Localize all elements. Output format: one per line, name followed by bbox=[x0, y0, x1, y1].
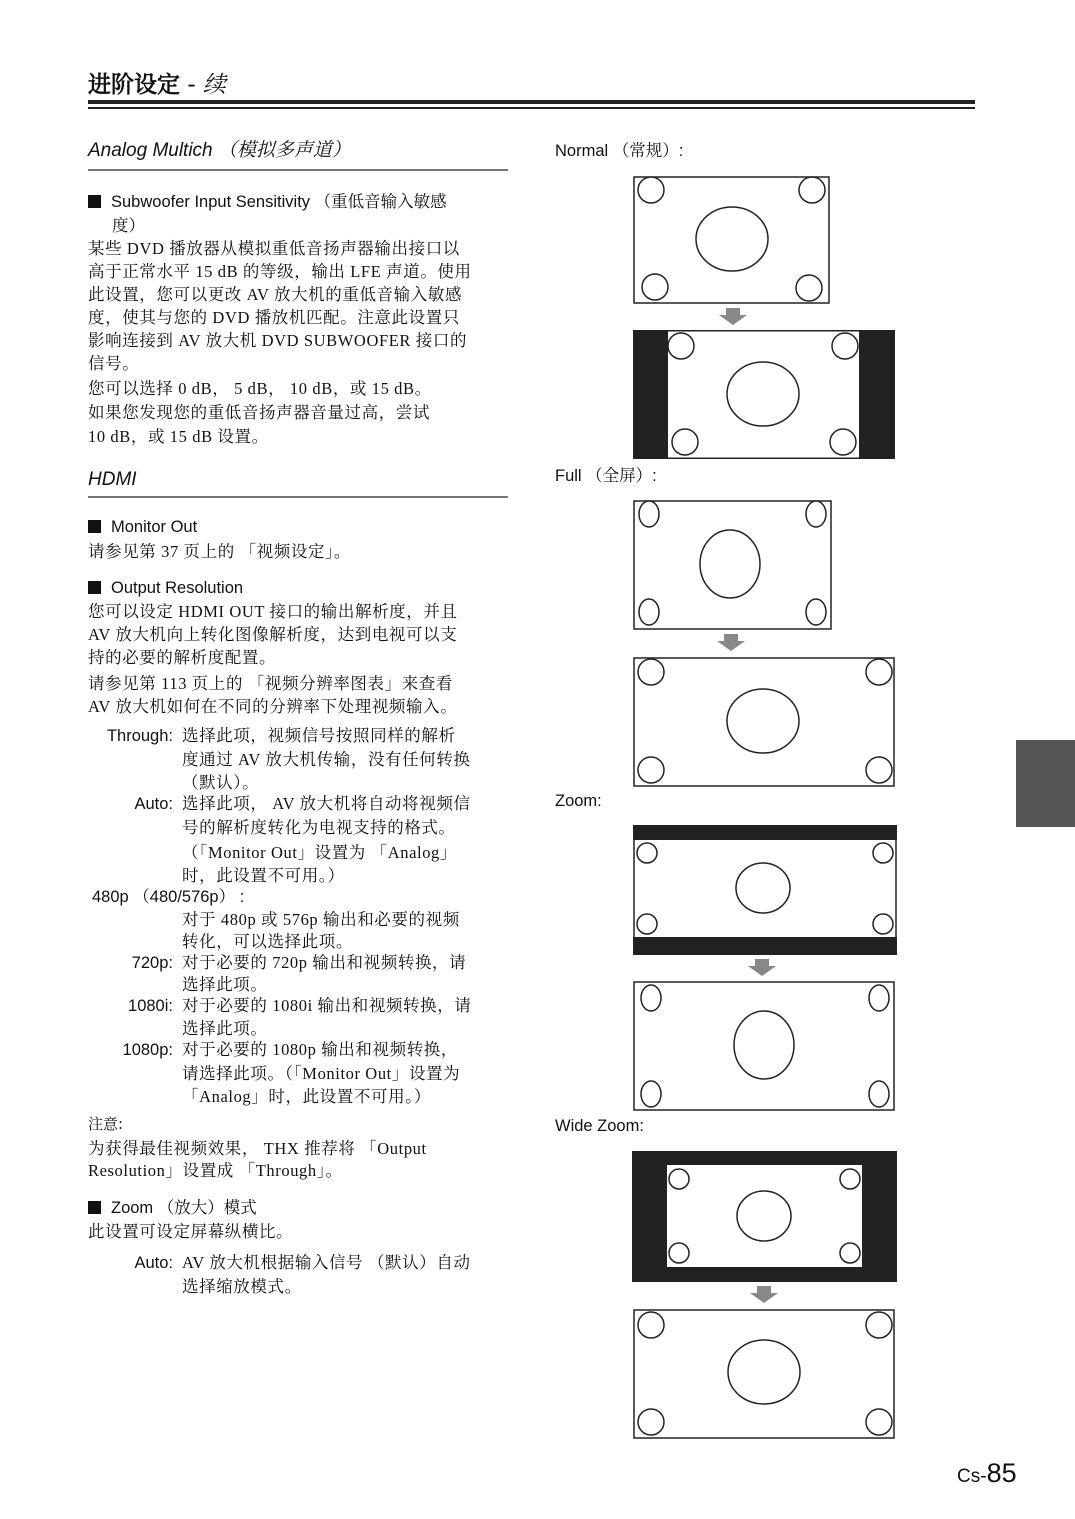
option-desc-line: 选择此项， AV 放大机将自动将视频信 bbox=[182, 794, 471, 813]
option-desc-line: 转化，可以选择此项。 bbox=[182, 932, 353, 951]
down-arrow-icon bbox=[748, 959, 776, 977]
body-line: 您可以设定 HDMI OUT 接口的输出解析度，并且 bbox=[88, 602, 458, 621]
diagram-label: Zoom: bbox=[555, 792, 602, 810]
option-term: Auto: bbox=[134, 1254, 173, 1272]
square-bullet-icon bbox=[88, 581, 101, 594]
subheading-monitor-out bbox=[88, 516, 197, 538]
option-term: 1080p: bbox=[122, 1041, 173, 1059]
option-desc-line: AV 放大机根据输入信号 （默认）自动 bbox=[182, 1253, 471, 1272]
square-bullet-icon bbox=[88, 195, 101, 208]
screen-normal-result bbox=[633, 330, 895, 459]
screen-zoom-result bbox=[633, 981, 895, 1111]
option-term: 1080i: bbox=[128, 997, 173, 1015]
note-line: 为获得最佳视频效果， THX 推荐将 「Output bbox=[88, 1139, 427, 1158]
body-line: 如果您发现您的重低音扬声器音量过高，尝试 bbox=[88, 403, 430, 422]
option-desc-line: 对于必要的 1080i 输出和视频转换，请 bbox=[182, 996, 472, 1015]
screen-letterbox-source bbox=[633, 825, 897, 955]
option-desc-line: 选择此项，视频信号按照同样的解析 bbox=[182, 726, 456, 745]
down-arrow-icon bbox=[717, 634, 745, 652]
subheading-subwoofer bbox=[88, 191, 447, 213]
body-line: 此设置可设定屏幕纵横比。 bbox=[88, 1222, 294, 1241]
option-term: 720p: bbox=[131, 954, 173, 972]
screen-squeezed-source bbox=[633, 500, 832, 630]
body-line: 10 dB，或 15 dB 设置。 bbox=[88, 427, 269, 446]
option-desc-line: 选择此项。 bbox=[182, 1019, 268, 1038]
page-title bbox=[88, 66, 226, 99]
screen-full-result bbox=[633, 657, 895, 787]
screen-windowbox-source bbox=[632, 1151, 897, 1282]
option-desc-line: （「Monitor Out」设置为 「Analog」 bbox=[182, 843, 458, 862]
heading-text: Output Resolution bbox=[111, 579, 244, 597]
note-line: Resolution」设置成 「Through」。 bbox=[88, 1161, 343, 1180]
option-desc-line: （默认）。 bbox=[182, 773, 260, 792]
section-title-hdmi: HDMI bbox=[88, 469, 137, 490]
subheading-zoom-mode bbox=[88, 1197, 257, 1219]
option-desc-line: 号的解析度转化为电视支持的格式。 bbox=[182, 818, 456, 837]
title-sep: - bbox=[180, 72, 203, 98]
square-bullet-icon bbox=[88, 520, 101, 533]
title-main: 进阶设定 bbox=[88, 72, 180, 98]
body-line: 持的必要的解析度配置。 bbox=[88, 648, 277, 667]
diagram-label: Wide Zoom: bbox=[555, 1117, 644, 1135]
square-bullet-icon bbox=[88, 1201, 101, 1214]
screen-wide-zoom-result bbox=[633, 1309, 895, 1439]
body-line: 影响连接到 AV 放大机 DVD SUBWOOFER 接口的 bbox=[88, 331, 468, 350]
option-desc-line: 选择缩放模式。 bbox=[182, 1277, 302, 1296]
section-title-analog: Analog Multich （模拟多声道） bbox=[88, 140, 351, 161]
heading-text: Monitor Out bbox=[111, 518, 198, 536]
body-line: 请参见第 37 页上的 「视频设定」。 bbox=[88, 542, 352, 561]
down-arrow-icon bbox=[719, 308, 747, 326]
body-line: AV 放大机如何在不同的分辨率下处理视频输入。 bbox=[88, 697, 458, 716]
header-rule-thin bbox=[88, 107, 975, 109]
body-line: 度，使其与您的 DVD 播放机匹配。注意此设置只 bbox=[88, 308, 460, 327]
body-line: 某些 DVD 播放器从模拟重低音扬声器输出接口以 bbox=[88, 239, 460, 258]
body-line: 高于正常水平 15 dB 的等级，输出 LFE 声道。使用 bbox=[88, 262, 472, 281]
heading-text: Zoom （放大）模式 bbox=[111, 1199, 257, 1217]
diagram-label: Normal （常规）: bbox=[555, 142, 684, 160]
option-desc-line: 对于 480p 或 576p 输出和必要的视频 bbox=[182, 910, 460, 929]
body-line: 您可以选择 0 dB， 5 dB， 10 dB，或 15 dB。 bbox=[88, 379, 432, 398]
chapter-tab bbox=[1016, 740, 1075, 827]
option-desc-line: 选择此项。 bbox=[182, 975, 268, 994]
heading-text: Subwoofer Input Sensitivity （重低音输入敏感 bbox=[111, 193, 447, 211]
title-sub: 续 bbox=[202, 72, 226, 98]
screen-4x3-source bbox=[633, 176, 830, 304]
option-desc-line: 请选择此项。（「Monitor Out」设置为 bbox=[182, 1064, 461, 1083]
down-arrow-icon bbox=[750, 1286, 778, 1304]
diagram-label: Full （全屏）: bbox=[555, 467, 657, 485]
option-desc-line: 度通过 AV 放大机传输，没有任何转换 bbox=[182, 750, 471, 769]
section-rule bbox=[88, 496, 508, 498]
subheading-output-resolution bbox=[88, 577, 243, 599]
body-line: 信号。 bbox=[88, 354, 140, 373]
option-term: 480p （480/576p） : bbox=[92, 888, 245, 906]
section-rule bbox=[88, 169, 508, 171]
body-line: AV 放大机向上转化图像解析度，达到电视可以支 bbox=[88, 625, 458, 644]
page-number bbox=[957, 1458, 1017, 1489]
note-label: 注意: bbox=[88, 1115, 124, 1133]
body-line: 请参见第 113 页上的 「视频分辨率图表」来查看 bbox=[88, 674, 454, 693]
page-prefix: Cs- bbox=[957, 1466, 987, 1487]
option-desc-line: 「Analog」时，此设置不可用。） bbox=[182, 1087, 432, 1106]
body-line: 此设置，您可以更改 AV 放大机的重低音输入敏感 bbox=[88, 285, 463, 304]
page-num: 85 bbox=[986, 1458, 1017, 1488]
option-desc-line: 对于必要的 720p 输出和视频转换，请 bbox=[182, 953, 467, 972]
option-term: Through: bbox=[106, 727, 173, 745]
option-desc-line: 对于必要的 1080p 输出和视频转换， bbox=[182, 1040, 458, 1059]
option-term: Auto: bbox=[134, 795, 173, 813]
subheading-continued: 度） bbox=[112, 217, 145, 235]
option-desc-line: 时，此设置不可用。） bbox=[182, 866, 345, 885]
header-rule-thick bbox=[88, 100, 975, 104]
